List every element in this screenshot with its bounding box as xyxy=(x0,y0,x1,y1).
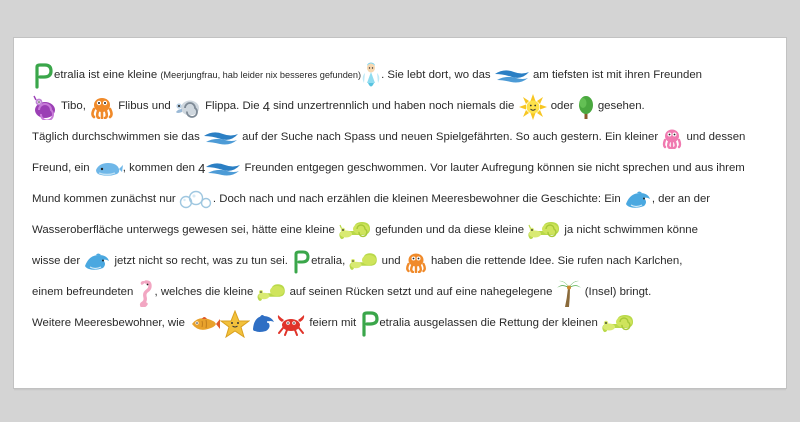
line-text: auf der Suche nach Spass und neuen Spielgefährten. So auch gestern. Ein kleiner xyxy=(238,131,662,143)
document-page xyxy=(14,38,786,388)
line-number: 4 xyxy=(198,161,206,176)
line-text: feiern mit xyxy=(306,317,360,329)
line-text: Wasseroberfläche unterwegs gewesen sei, hätte eine kleine xyxy=(32,224,339,236)
line-text: gesehen. xyxy=(594,100,645,112)
dolphin-icon xyxy=(250,313,276,335)
line-text: , der an der xyxy=(651,193,711,205)
line-text: Tibo, xyxy=(58,100,90,112)
letter-p-seahorse-icon xyxy=(291,250,311,274)
line-text: Weitere Meeresbewohner, wie xyxy=(32,317,189,329)
paragraph-line xyxy=(32,153,758,184)
line-note: (Meerjungfrau, hab leider nix besseres gefunden) xyxy=(160,70,362,80)
dolphin-icon xyxy=(83,252,111,272)
wave-icon xyxy=(494,68,530,84)
line-text: , kommen den xyxy=(122,162,199,174)
line-text: oder xyxy=(547,100,577,112)
line-text: haben die rettende Idee. Sie rufen nach Karlchen, xyxy=(427,255,683,267)
line-text: Flibus und xyxy=(115,100,174,112)
palm-tree-icon xyxy=(556,278,582,308)
paragraph-line xyxy=(32,122,758,153)
green-snail-icon xyxy=(601,314,635,334)
seahorse-icon xyxy=(137,279,155,307)
wave-icon xyxy=(203,130,239,146)
sun-icon xyxy=(518,93,548,121)
bubbles-icon xyxy=(179,189,213,211)
line-text: gefunden und da diese kleine xyxy=(372,224,528,236)
paragraph-line xyxy=(32,215,758,246)
letter-p-seahorse-icon xyxy=(32,63,54,89)
line-text: . Sie lebt dort, wo das xyxy=(381,69,494,81)
line-text: ja nicht schwimmen könne xyxy=(561,224,698,236)
line-text: (Insel) bringt. xyxy=(581,286,652,298)
line-text: Mund kommen zunächst nur xyxy=(32,193,179,205)
line-text: wisse der xyxy=(32,255,84,267)
line-text: jetzt nicht so recht, was zu tun sei. xyxy=(111,255,292,267)
paragraph-line xyxy=(32,60,758,91)
line-text: Freunden entgegen geschwommen. Vor lauter Aufregung können sie nicht sprechen und aus ihrem xyxy=(241,162,745,174)
line-text: etralia ist eine kleine xyxy=(54,69,161,81)
line-text: einem befreundeten xyxy=(32,286,137,298)
line-text: und xyxy=(378,255,404,267)
starfish-icon xyxy=(220,310,250,338)
tree-icon xyxy=(577,94,595,120)
line-text: Flippa. Die xyxy=(201,100,263,112)
orange-octopus-icon xyxy=(89,95,115,119)
paragraph-line xyxy=(32,184,758,215)
crab-icon xyxy=(276,312,306,336)
line-text: , welches die kleine xyxy=(154,286,257,298)
line-text: etralia, xyxy=(311,255,349,267)
line-text: Täglich durchschwimmen sie das xyxy=(32,131,203,143)
line-text: Freund, ein xyxy=(32,162,93,174)
document-text-body xyxy=(32,60,758,339)
paragraph-line xyxy=(32,91,758,122)
paragraph-line xyxy=(32,308,758,339)
line-number: 4 xyxy=(262,99,270,114)
fish-icon xyxy=(188,313,220,335)
purple-snail-icon xyxy=(32,94,58,120)
whale-icon xyxy=(93,159,123,179)
line-text: auf seinen Rücken setzt und auf eine nahegelegene xyxy=(286,286,556,298)
green-snail-icon xyxy=(256,283,286,303)
wave-icon xyxy=(205,161,241,177)
green-snail-icon xyxy=(348,252,378,272)
green-snail-icon xyxy=(338,221,372,241)
line-text: und dessen xyxy=(683,131,746,143)
paragraph-line xyxy=(32,277,758,308)
pink-octopus-icon xyxy=(661,127,683,149)
page-bottom-edge xyxy=(14,388,786,391)
orange-octopus-icon xyxy=(404,251,428,273)
line-text: am tiefsten ist mit ihren Freunden xyxy=(529,69,702,81)
green-snail-icon xyxy=(527,221,561,241)
paragraph-line xyxy=(32,246,758,277)
line-text: etralia ausgelassen die Rettung der kleinen xyxy=(379,317,601,329)
dolphin-icon xyxy=(624,190,652,210)
letter-p-seahorse-icon xyxy=(359,311,379,337)
line-text: . Doch nach und nach erzählen die kleinen Meeresbewohner die Geschichte: Ein xyxy=(212,193,624,205)
blue-snail-icon xyxy=(174,96,202,118)
mermaid-fairy-icon xyxy=(361,61,381,91)
line-text: sind unzertrennlich und haben noch niemals die xyxy=(269,100,518,112)
